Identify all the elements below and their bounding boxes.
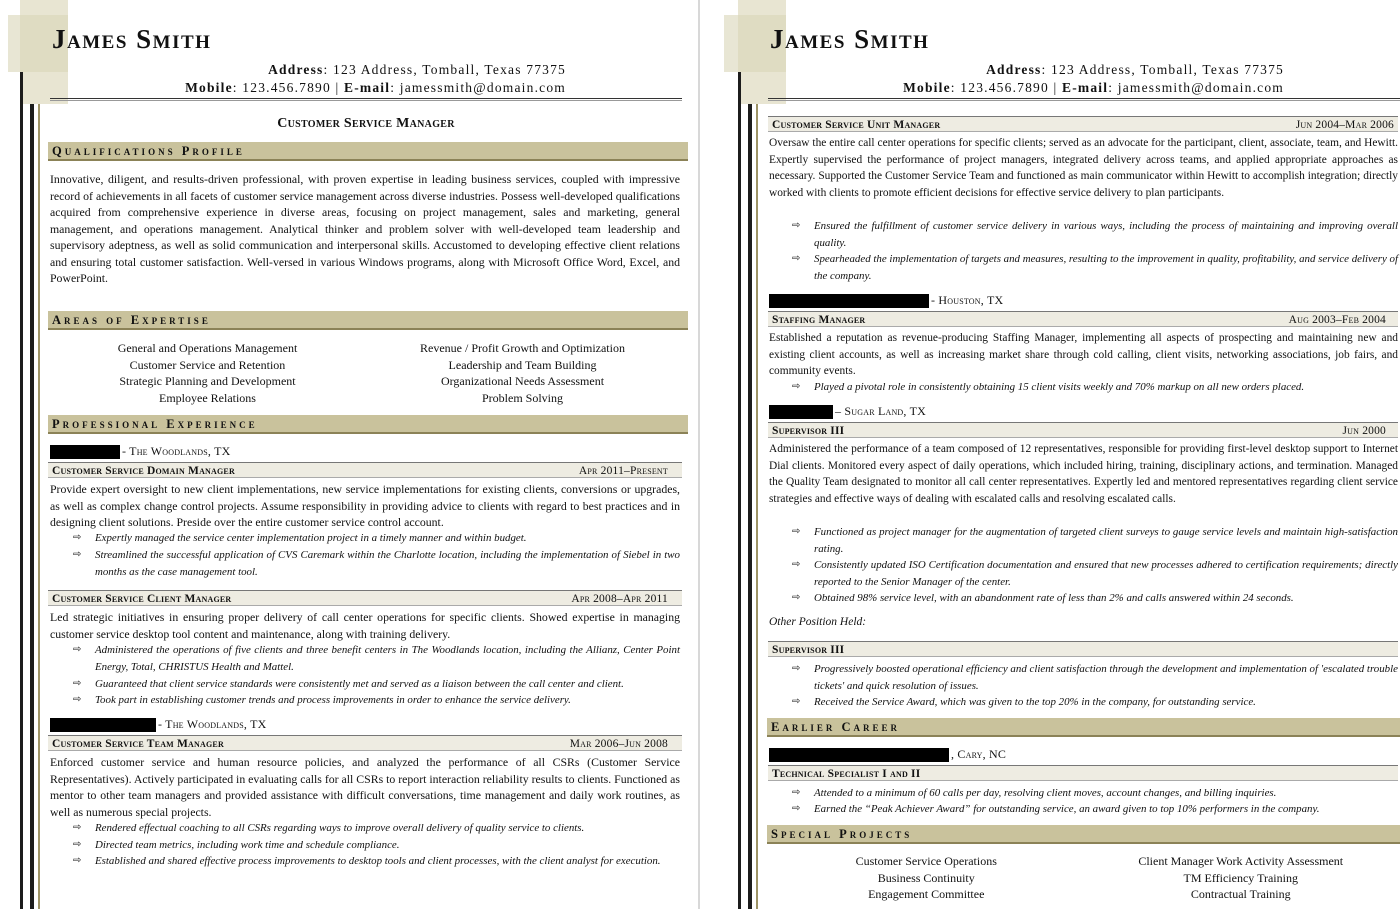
role-title: Customer Service Unit Manager bbox=[772, 119, 941, 131]
other-position-label: Other Position Held: bbox=[769, 616, 867, 628]
role-header bbox=[768, 311, 1398, 327]
section-special-projects: Special Projects bbox=[767, 825, 1400, 844]
projects-list bbox=[769, 853, 1398, 903]
list-item: Revenue / Profit Growth and Optimization bbox=[420, 341, 625, 355]
list-item: Leadership and Team Building bbox=[448, 357, 597, 372]
role-description: Led strategic initiatives in ensuring proper delivery of call center operations for specific clients. Showed expertise in managing customer service desktop tool content and maintenance, along with training delivery. bbox=[50, 610, 680, 641]
qualifications-text: Innovative, diligent, and results-driven professional, with proven expertise in leading business services, coupled with impressive record of achievements in all facets of customer service management across diverse industries. Possess well-developed qualifications acquired from comprehensive experience in diverse areas, focusing on project management, sales and marketing, general management, and operations management. Analytical thinker and problem solver with well-developed team leadership and supervisory adeptness, as well as solid communication and interpersonal skills. Accustomed to developing effective client relations and ensuring total customer satisfaction. Well-versed in various Windows programs, along with Microsoft Office Word, Excel, and PowerPoint. bbox=[50, 172, 680, 285]
bullet-item: ⇨ Functioned as project manager for the augmentation of targeted client surveys to gauge service levels and maintain high-satisfaction rating. bbox=[792, 526, 1398, 555]
contact-block bbox=[100, 61, 566, 97]
arrow-icon: ⇨ bbox=[73, 822, 82, 833]
role-header bbox=[768, 422, 1398, 438]
bullet-item: ⇨ Administered the operations of five clients and three benefit centers in The Woodlands location, including the Allianz, Center Point Energy, Total, CHRISTUS Health and Mattel. bbox=[73, 644, 680, 673]
arrow-icon: ⇨ bbox=[73, 855, 82, 866]
employer-line: , Cary, NC bbox=[769, 747, 1006, 762]
section-earlier-career: Earlier Career bbox=[767, 718, 1400, 737]
decorative-line bbox=[738, 72, 741, 909]
list-item: General and Operations Management bbox=[117, 341, 298, 355]
list-item: Customer Service Operations bbox=[855, 854, 997, 868]
redacted-employer bbox=[769, 748, 949, 762]
list-item: Problem Solving bbox=[481, 390, 563, 405]
arrow-icon: ⇨ bbox=[73, 644, 82, 655]
role-title: Customer Service Team Manager bbox=[52, 738, 224, 750]
list-item: Employee Relations bbox=[159, 390, 256, 405]
role-dates: Aug 2003–Feb 2004 bbox=[1288, 314, 1386, 326]
contact-block bbox=[818, 61, 1284, 97]
expertise-list bbox=[50, 340, 680, 406]
bullet-item: ⇨ Consistently updated ISO Certification documentation and ensured that new processes adhered to certification requirements; directly reported to the Senior Manager of the center. bbox=[792, 559, 1398, 588]
arrow-icon: ⇨ bbox=[73, 549, 82, 560]
expertise-left bbox=[50, 340, 365, 406]
decorative-line bbox=[30, 104, 34, 909]
redacted-employer bbox=[769, 294, 929, 308]
role-title: Supervisor III bbox=[772, 644, 845, 656]
bullet-item: ⇨ Directed team metrics, including work time and schedule compliance. bbox=[95, 837, 680, 854]
role-title: Supervisor III bbox=[772, 425, 845, 437]
expertise-right bbox=[365, 340, 680, 406]
section-qualifications: Qualifications Profile bbox=[48, 142, 688, 161]
role-title: Customer Service Domain Manager bbox=[52, 465, 235, 477]
list-item: TM Efficiency Training bbox=[1183, 870, 1298, 885]
decorative-line bbox=[38, 104, 40, 909]
bullet-item: ⇨ Received the Service Award, which was given to the top 20% in the company, for outstanding service. bbox=[814, 694, 1398, 711]
role-description: Enforced customer service and human resource policies, and analyzed the performance of all CSRs (Customer Service Representatives). Actively participated in evaluating calls for all CSRs to report interaction reliability results to clients. Functioned as mentor to other team managers and provided assistance with difficult conversations, time management and daily work routines, as well as numerous special projects. bbox=[50, 755, 680, 819]
role-dates: Jun 2000 bbox=[1342, 425, 1386, 437]
role-header bbox=[48, 735, 682, 751]
projects-right bbox=[1084, 853, 1399, 903]
address-line: Address: 123 Address, Tomball, Texas 77375 bbox=[268, 62, 566, 77]
arrow-icon: ⇨ bbox=[792, 381, 801, 392]
list-item: Contractual Training bbox=[1190, 887, 1291, 901]
employer-line: - The Woodlands, TX bbox=[50, 717, 266, 732]
list-item: Organizational Needs Assessment bbox=[440, 374, 605, 388]
employer-line: – Sugar Land, TX bbox=[769, 404, 926, 419]
header-rule bbox=[50, 98, 682, 101]
role-dates: Apr 2011–Present bbox=[578, 465, 668, 477]
arrow-icon: ⇨ bbox=[792, 559, 801, 570]
list-item: Business Continuity bbox=[877, 870, 975, 885]
role-title: Staffing Manager bbox=[772, 314, 866, 326]
arrow-icon: ⇨ bbox=[792, 253, 801, 264]
arrow-icon: ⇨ bbox=[73, 694, 82, 705]
arrow-icon: ⇨ bbox=[792, 696, 801, 707]
redacted-employer bbox=[50, 718, 156, 732]
list-item: Client Manager Work Activity Assessment bbox=[1138, 854, 1344, 868]
bullet-item: ⇨ Earned the “Peak Achiever Award” for outstanding service, an award given to top 10% performers in the company. bbox=[814, 801, 1398, 818]
list-item: Customer Service and Retention bbox=[129, 357, 286, 372]
bullet-item: ⇨ Played a pivotal role in consistently obtaining 15 client visits weekly and 70% markup on all new orders placed. bbox=[814, 379, 1398, 396]
role-dates: Apr 2008–Apr 2011 bbox=[571, 593, 668, 605]
applicant-name: James Smith bbox=[770, 24, 930, 54]
arrow-icon: ⇨ bbox=[73, 532, 82, 543]
arrow-icon: ⇨ bbox=[73, 839, 82, 850]
bullet-item: ⇨ Progressively boosted operational efficiency and client satisfaction through the development and implementation of 'escalated trouble tickets' and quick resolution of issues. bbox=[792, 663, 1398, 692]
decorative-line bbox=[756, 104, 758, 909]
section-experience: Professional Experience bbox=[48, 415, 688, 434]
header-rule bbox=[768, 98, 1400, 101]
role-title: Customer Service Client Manager bbox=[52, 593, 232, 605]
role-header bbox=[768, 641, 1398, 657]
job-title: Customer Service Manager bbox=[277, 116, 455, 131]
mobile-email-line: Mobile: 123.456.7890 | E-mail: jamessmith@domain.com bbox=[903, 80, 1284, 95]
bullet-item: ⇨ Attended to a minimum of 60 calls per day, resolving client moves, account changes, and billing inquiries. bbox=[814, 785, 1398, 802]
applicant-name: James Smith bbox=[52, 24, 212, 54]
redacted-employer bbox=[769, 405, 833, 419]
role-description: Oversaw the entire call center operations for specific clients; served as an advocate for the participant, client, associate, team, and Hewitt. Expertly supervised the performance of project managers, integrated delivery across teams, and applied appropriate approaches as necessary. Supported the Customer Service Team and functioned as main communicator within Hewitt to accomplish integration; directly worked with clients to promote efficient decisions for effective service delivery to plan participants. bbox=[769, 137, 1398, 199]
arrow-icon: ⇨ bbox=[792, 787, 801, 798]
role-description: Administered the performance of a team composed of 12 representatives, responsible for providing first-level desktop support to Internet Dial clients. Monitored every aspect of daily operations, which included hiring, training, disciplinary actions, and termination. Managed the Quality Team designated to monitor all call center representatives. Expertly led and mentored representatives regarding client service strategies and effective ways of dealing with escalated calls and resolving escalated calls. bbox=[769, 443, 1398, 505]
bullet-item: ⇨ Took part in establishing customer trends and process improvements in order to enhance the service delivery. bbox=[95, 692, 680, 709]
employer-line: - Houston, TX bbox=[769, 293, 1003, 308]
arrow-icon: ⇨ bbox=[792, 526, 801, 537]
bullet-item: ⇨ Obtained 98% service level, with an abandonment rate of less than 2% and calls answered within 24 seconds. bbox=[814, 590, 1398, 607]
redacted-employer bbox=[50, 445, 120, 459]
arrow-icon: ⇨ bbox=[792, 592, 801, 603]
arrow-icon: ⇨ bbox=[73, 678, 82, 689]
bullet-item: ⇨ Streamlined the successful application of CVS Caremark within the Charlotte location, including the implementation of Siebel in two months as the case management tool. bbox=[73, 549, 680, 578]
bullet-item: ⇨ Ensured the fulfillment of customer service delivery in various ways, including the process of maintaining and improving overall quality. bbox=[792, 220, 1398, 249]
employer-line: - The Woodlands, TX bbox=[50, 444, 230, 459]
resume-page-2 bbox=[700, 0, 1400, 909]
address-line: Address: 123 Address, Tomball, Texas 77375 bbox=[986, 62, 1284, 77]
role-description: Established a reputation as revenue-producing Staffing Manager, implementing all aspects of prospecting and maintaining new and existing client accounts, as well as increasing market share through cold calling, client visits, networking associations, job fairs, and community events. bbox=[769, 332, 1398, 378]
arrow-icon: ⇨ bbox=[792, 803, 801, 814]
bullet-item: ⇨ Rendered effectual coaching to all CSRs regarding ways to improve overall delivery of quality service to clients. bbox=[95, 820, 680, 837]
role-header bbox=[768, 765, 1398, 781]
projects-left bbox=[769, 853, 1084, 903]
arrow-icon: ⇨ bbox=[792, 663, 801, 674]
bullet-item: ⇨ Guaranteed that client service standards were consistently met and served as a liaison between the call center and client. bbox=[95, 676, 680, 693]
role-header bbox=[48, 590, 682, 606]
arrow-icon: ⇨ bbox=[792, 220, 801, 231]
decorative-line bbox=[20, 72, 23, 909]
role-title: Technical Specialist I and II bbox=[772, 768, 921, 780]
bullet-item: ⇨ Established and shared effective process improvements to desktop tools and client processes, with the client analyst for execution. bbox=[95, 853, 680, 870]
role-dates: Mar 2006–Jun 2008 bbox=[569, 738, 668, 750]
role-header bbox=[768, 116, 1398, 132]
list-item: Engagement Committee bbox=[868, 887, 985, 901]
decorative-line bbox=[748, 104, 752, 909]
role-description: Provide expert oversight to new client implementations, new service implementations for existing clients, conversions or upgrades, as well as complex change control projects. Assume responsibility in providing advice to clients with regard to best practices and in designing client solutions. Preside over the entire customer service control account. bbox=[50, 482, 680, 529]
bullet-item: ⇨ Expertly managed the service center implementation project in a timely manner and within budget. bbox=[95, 530, 680, 547]
mobile-email-line: Mobile: 123.456.7890 | E-mail: jamessmith@domain.com bbox=[185, 80, 566, 95]
role-dates: Jun 2004–Mar 2006 bbox=[1295, 119, 1394, 131]
role-header bbox=[48, 462, 682, 478]
bullet-item: ⇨ Spearheaded the implementation of targets and measures, resulting to the improvement in quality, profitability, and service delivery of the company. bbox=[792, 253, 1398, 282]
section-expertise: Areas of Expertise bbox=[48, 311, 688, 330]
list-item: Strategic Planning and Development bbox=[119, 374, 296, 388]
